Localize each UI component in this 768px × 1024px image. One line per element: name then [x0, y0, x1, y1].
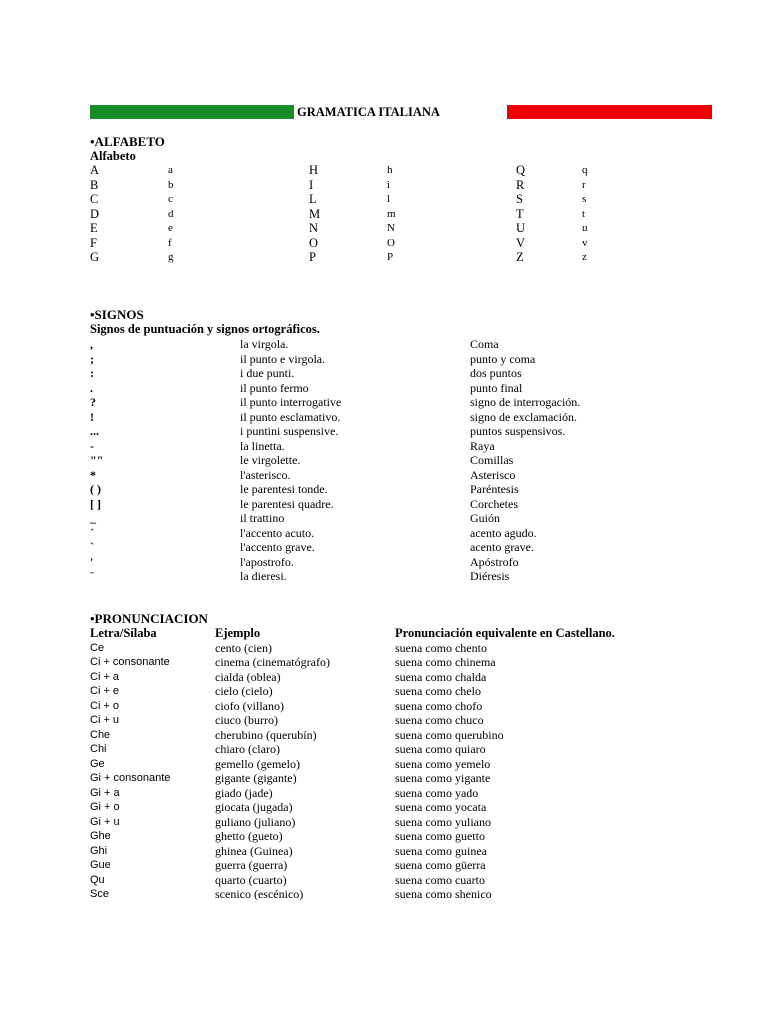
alphabet-cell: m [387, 207, 396, 220]
example: giocata (jugada) [215, 800, 293, 814]
punctuation-symbol: ´ [90, 525, 94, 540]
example: gemello (gemelo) [215, 756, 300, 771]
syllable: Gi + u [90, 815, 120, 828]
subtitle-signos: Signos de puntuación y signos ortográficos. [90, 322, 320, 336]
syllable: Gi + a [90, 786, 120, 799]
spanish-name: Paréntesis [470, 482, 519, 496]
pronunciation: suena como chalda [395, 669, 487, 684]
spanish-name: puntos suspensivos. [470, 424, 566, 438]
example: ciuco (burro) [215, 713, 278, 727]
alphabet-cell: Q [516, 163, 526, 177]
example: guerra (guerra) [215, 858, 288, 872]
alphabet-cell: f [168, 236, 172, 249]
italian-flag-red-bar [507, 105, 712, 119]
alphabet-cell: O [387, 236, 395, 249]
pronunciation: suena como yemelo [395, 756, 491, 771]
punctuation-symbol: _ [90, 511, 96, 525]
punctuation-symbol: ( ) [90, 482, 101, 496]
column-header-ejemplo: Ejemplo [215, 626, 261, 640]
pronunciation: suena como chinema [395, 655, 496, 669]
italian-name: le virgolette. [240, 453, 301, 467]
spanish-name: acento grave. [470, 540, 534, 554]
spanish-name: Coma [470, 337, 499, 351]
alphabet-cell: S [516, 192, 523, 206]
subtitle-alfabeto: Alfabeto [90, 149, 136, 163]
alphabet-cell: V [516, 235, 526, 250]
pronunciation: suena como quiaro [395, 742, 486, 756]
italian-name: il trattino [240, 511, 285, 525]
syllable: Ci + e [90, 685, 120, 697]
pronunciation: suena como yuliano [395, 814, 491, 829]
pronunciation: suena como chento [395, 640, 487, 655]
alphabet-cell: N [387, 222, 395, 234]
section-title-alfabeto: •ALFABETO [90, 134, 165, 149]
italian-name: l'apostrofo. [240, 554, 294, 569]
alphabet-cell: O [309, 235, 319, 250]
pronunciation: suena como chelo [395, 684, 481, 698]
example: ghetto (gueto) [215, 829, 283, 843]
alphabet-cell: s [582, 193, 587, 205]
spanish-name: Guión [470, 511, 500, 525]
spanish-name: signo de interrogación. [470, 395, 581, 409]
example: cinema (cinematógrafo) [215, 655, 330, 669]
spanish-name: Diéresis [470, 569, 510, 583]
pronunciation: suena como yocata [395, 800, 487, 814]
punctuation-symbol: ` [90, 540, 94, 554]
example: cialda (oblea) [215, 669, 281, 684]
italian-name: i puntini suspensive. [240, 424, 339, 438]
example: chiaro (claro) [215, 742, 280, 756]
alphabet-cell: a [168, 164, 173, 176]
alphabet-cell: B [90, 177, 99, 192]
alphabet-cell: A [90, 163, 100, 177]
alphabet-cell: D [90, 206, 100, 221]
example: giado (jade) [215, 785, 273, 800]
punctuation-symbol: "" [90, 453, 104, 467]
punctuation-symbol: ! [90, 409, 94, 424]
spanish-name: acento agudo. [470, 525, 537, 540]
punctuation-symbol: ¨ [90, 569, 94, 583]
spanish-name: signo de exclamación. [470, 409, 577, 424]
alphabet-cell: Z [516, 250, 524, 264]
spanish-name: Asterisco [470, 467, 516, 482]
italian-flag-green-bar [90, 105, 294, 119]
alphabet-cell: N [309, 221, 319, 235]
column-header-pronunciacion: Pronunciación equivalente en Castellano. [395, 626, 615, 640]
syllable: Ghe [90, 830, 111, 842]
syllable: Gi + o [90, 801, 120, 813]
example: gigante (gigante) [215, 771, 297, 785]
spanish-name: Raya [470, 438, 495, 453]
alphabet-cell: q [582, 164, 588, 176]
punctuation-symbol: ' [90, 554, 94, 569]
alphabet-cell: d [168, 207, 174, 220]
spanish-name: dos puntos [470, 366, 522, 380]
example: guliano (juliano) [215, 814, 296, 829]
punctuation-symbol: ... [90, 424, 99, 438]
syllable: Gi + consonante [90, 772, 171, 784]
spanish-name: punto y coma [470, 351, 536, 366]
punctuation-symbol: - [90, 438, 94, 453]
italian-name: i due punti. [240, 366, 295, 380]
alphabet-cell: l [387, 193, 391, 205]
alphabet-cell: t [582, 207, 586, 220]
syllable: Ci + o [90, 699, 120, 712]
syllable: Ci + consonante [90, 656, 170, 668]
alphabet-cell: E [90, 221, 98, 235]
spanish-name: punto final [470, 380, 523, 395]
syllable: Ci + a [90, 670, 120, 683]
alphabet-cell: P [387, 251, 394, 263]
pronunciation: suena como cuarto [395, 872, 485, 887]
italian-name: le parentesi tonde. [240, 482, 328, 496]
syllable: Ge [90, 757, 105, 770]
alphabet-cell: r [582, 178, 586, 191]
italian-name: il punto esclamativo. [240, 409, 341, 424]
example: scenico (escénico) [215, 887, 304, 901]
alphabet-cell: P [309, 250, 316, 264]
document-title: GRAMATICA ITALIANA [297, 105, 440, 119]
example: cielo (cielo) [215, 684, 273, 698]
italian-name: il punto interrogative [240, 395, 342, 409]
punctuation-symbol: * [90, 467, 96, 482]
alphabet-cell: I [309, 177, 314, 192]
syllable: Ce [90, 641, 105, 654]
italian-name: le parentesi quadre. [240, 496, 334, 511]
punctuation-symbol: : [90, 366, 94, 380]
syllable: Sce [90, 888, 109, 900]
alphabet-cell: C [90, 192, 99, 206]
punctuation-symbol: ? [90, 395, 96, 409]
punctuation-symbol: . [90, 380, 93, 395]
syllable: Chi [90, 743, 107, 755]
italian-name: l'accento grave. [240, 540, 315, 554]
italian-name: la linetta. [240, 438, 285, 453]
alphabet-cell: e [168, 222, 173, 234]
alphabet-cell: h [387, 164, 393, 176]
pronunciation: suena como yigante [395, 771, 491, 785]
example: ciofo (villano) [215, 698, 284, 713]
column-header-letra: Letra/Sílaba [90, 626, 157, 640]
alphabet-cell: U [516, 221, 526, 235]
pronunciation: suena como chuco [395, 713, 484, 727]
alphabet-cell: T [516, 206, 524, 221]
section-title-signos: •SIGNOS [90, 307, 144, 322]
punctuation-symbol: ; [90, 351, 94, 366]
example: ghinea (Guinea) [215, 843, 293, 858]
alphabet-cell: u [582, 222, 588, 234]
italian-name: la virgola. [240, 337, 289, 351]
alphabet-cell: M [309, 206, 321, 221]
alphabet-cell: H [309, 163, 319, 177]
example: quarto (cuarto) [215, 872, 287, 887]
pronunciation: suena como yado [395, 785, 479, 800]
syllable: Ci + u [90, 714, 120, 726]
punctuation-symbol: , [90, 337, 93, 351]
syllable: Gue [90, 859, 111, 871]
spanish-name: Corchetes [470, 496, 518, 511]
syllable: Che [90, 728, 111, 741]
pronunciation: suena como chofo [395, 698, 483, 713]
italian-name: il punto fermo [240, 380, 309, 395]
example: cherubino (querubín) [215, 727, 317, 742]
alphabet-cell: L [309, 192, 317, 206]
alphabet-cell: F [90, 235, 97, 250]
italian-name: l'asterisco. [240, 467, 291, 482]
italian-name: il punto e virgola. [240, 351, 326, 366]
syllable: Ghi [90, 844, 108, 857]
spanish-name: Apóstrofo [470, 554, 519, 569]
example: cento (cien) [215, 640, 272, 655]
spanish-name: Comillas [470, 453, 514, 467]
italian-name: la dieresi. [240, 569, 287, 583]
punctuation-symbol: [ ] [90, 496, 101, 511]
pronunciation: suena como querubino [395, 727, 504, 742]
alphabet-cell: g [168, 251, 174, 263]
italian-name: l'accento acuto. [240, 525, 315, 540]
alphabet-cell: z [582, 251, 587, 263]
section-title-pronunciacion: •PRONUNCIACION [90, 611, 208, 626]
pronunciation: suena como güerra [395, 858, 486, 872]
syllable: Qu [90, 873, 105, 886]
alphabet-cell: G [90, 250, 100, 264]
pronunciation: suena como guetto [395, 829, 485, 843]
alphabet-cell: i [387, 178, 391, 191]
alphabet-cell: R [516, 177, 525, 192]
alphabet-cell: b [168, 178, 174, 191]
alphabet-cell: v [582, 236, 588, 249]
pronunciation: suena como shenico [395, 887, 492, 901]
alphabet-cell: c [168, 193, 173, 205]
pronunciation: suena como guinea [395, 843, 487, 858]
